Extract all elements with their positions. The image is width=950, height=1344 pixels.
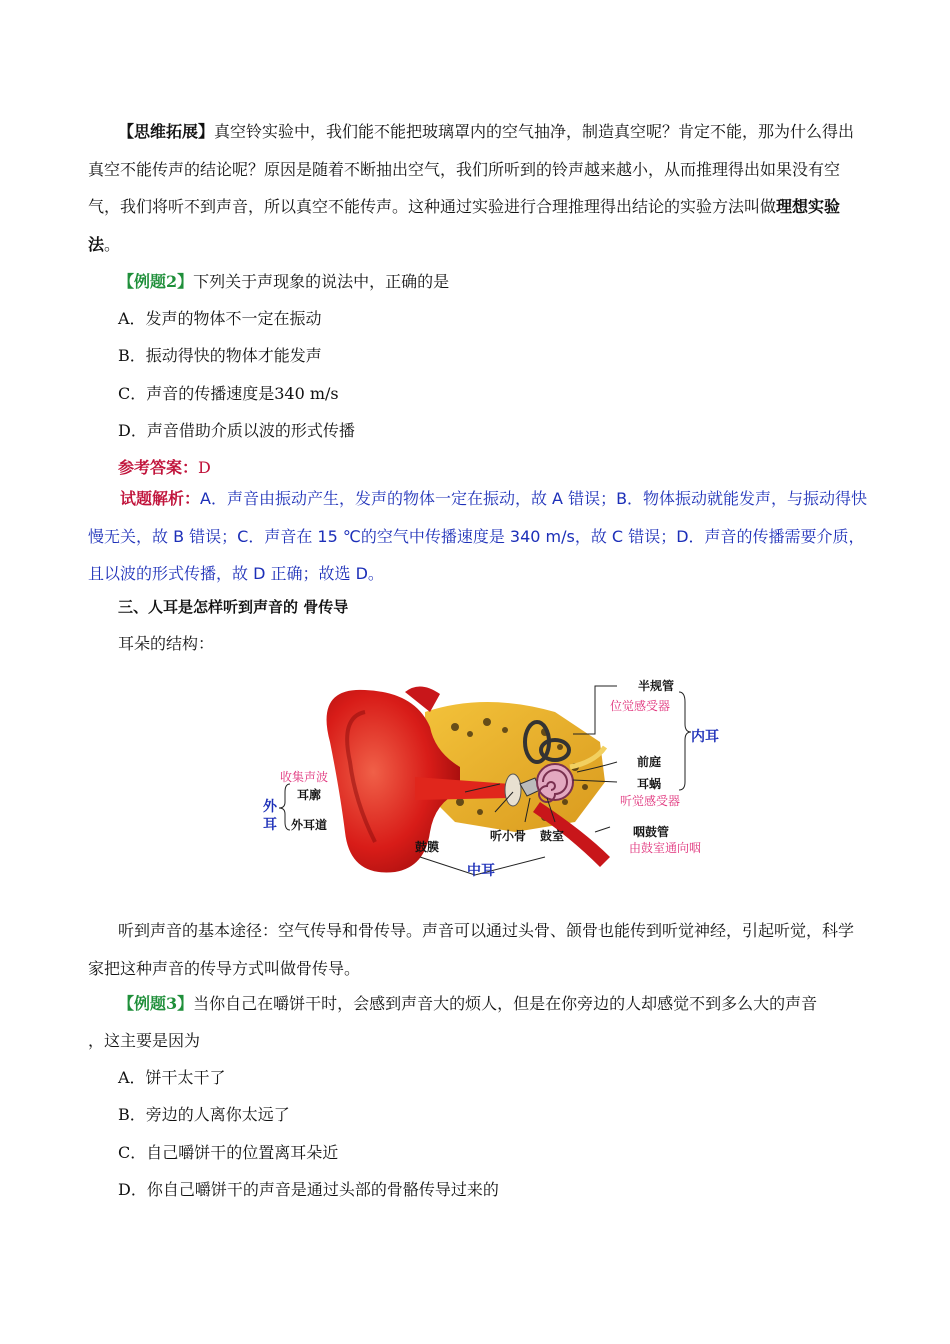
label-outer-ear-2: 耳 bbox=[263, 817, 277, 833]
ear-structure-label: 耳朵的结构： bbox=[118, 634, 215, 653]
example3-option-c: C．自己嚼饼干的位置离耳朵近 bbox=[118, 1143, 339, 1162]
example2-analysis bbox=[88, 480, 873, 593]
label-eustachian: 咽鼓管 bbox=[633, 825, 670, 839]
label-ear-canal: 外耳道 bbox=[291, 818, 328, 832]
label-middle-ear: 中耳 bbox=[467, 863, 495, 879]
example3-question-text: 当你自己在嚼饼干时，会感到声音大的烦人，但是在你旁边的人却感觉不到多么大的声音 bbox=[193, 994, 818, 1013]
example3-option-b: B．旁边的人离你太远了 bbox=[118, 1105, 290, 1124]
label-semicircular: 半规管 bbox=[638, 679, 675, 693]
example2-option-b: B．振动得快的物体才能发声 bbox=[118, 346, 322, 365]
label-cochlea: 耳蜗 bbox=[637, 777, 662, 791]
analysis-label: 试题解析： bbox=[120, 489, 201, 508]
section3-heading: 三、人耳是怎样听到声音的 骨传导 bbox=[118, 598, 349, 616]
example2-tag: 【例题2】 bbox=[118, 272, 194, 291]
label-eardrum: 鼓膜 bbox=[415, 840, 440, 854]
example2-question-text: 下列关于声现象的说法中，正确的是 bbox=[193, 272, 450, 291]
example2-option-c: C．声音的传播速度是340 m/s bbox=[118, 384, 339, 403]
label-ossicles: 听小骨 bbox=[490, 829, 527, 843]
example2-answer bbox=[118, 458, 211, 478]
ideal-experiment-term: 理想实验法 bbox=[88, 197, 841, 254]
label-outer-ear-1: 外 bbox=[263, 799, 277, 815]
label-vestibule: 前庭 bbox=[637, 755, 662, 769]
example3-tag: 【例题3】 bbox=[118, 994, 194, 1013]
bone-conduction-paragraph: 听到声音的基本途径：空气传导和骨传导。声音可以通过头骨、颌骨也能传到听觉神经，引起听觉，科学家把这种声音的传导方式叫做骨传导。 bbox=[88, 921, 855, 978]
example2-option-a: A．发声的物体不一定在振动 bbox=[118, 309, 322, 328]
example3-option-d: D．你自己嚼饼干的声音是通过头部的骨骼传导过来的 bbox=[118, 1180, 499, 1199]
example3-question-line2: ，这主要是因为 bbox=[88, 1031, 201, 1050]
thinking-paragraph bbox=[88, 113, 863, 263]
thinking-text: 真空铃实验中，我们能不能把玻璃罩内的空气抽净，制造真空呢？肯定不能，那为什么得出真空不能传声的结论呢？原因是随着不断抽出空气，我们所听到的铃声越来越小，从而推理得出如果没有空气，我们将听不到声音，所以真空不能传声。这种通过实验进行合理推理得出结论的实验方法叫做 bbox=[88, 122, 855, 216]
label-tympanic: 鼓室 bbox=[540, 829, 565, 843]
example3-option-a: A．饼干太干了 bbox=[118, 1068, 226, 1087]
answer-value: D bbox=[198, 458, 211, 477]
label-position-sense: 位觉感受器 bbox=[610, 699, 671, 713]
analysis-text: A．声音由振动产生，发声的物体一定在振动，故 A 错误；B．物体振动就能发声，与振动得快慢无关，故 B 错误；C．声音在 15 ℃的空气中传播速度是 340 m/s，故 C 错误；D．声音的传播需要介质，且以波的形式传播，故 D 正确；故选 D。 bbox=[88, 489, 868, 583]
thinking-tag: 【思维拓展】 bbox=[118, 122, 215, 141]
thinking-end: 。 bbox=[104, 234, 121, 254]
label-inner-ear: 内耳 bbox=[691, 729, 719, 745]
label-collect-sound: 收集声波 bbox=[280, 770, 329, 784]
label-eustachian-note: 由鼓室通向咽 bbox=[629, 841, 702, 855]
ear-diagram bbox=[255, 672, 735, 882]
label-auricle: 耳廓 bbox=[297, 788, 322, 802]
example2-option-d: D．声音借助介质以波的形式传播 bbox=[118, 421, 355, 440]
answer-label: 参考答案： bbox=[118, 458, 199, 477]
label-hearing-sense: 听觉感受器 bbox=[620, 794, 681, 808]
example3-question-line1 bbox=[118, 994, 817, 1014]
example2-question bbox=[118, 272, 449, 292]
